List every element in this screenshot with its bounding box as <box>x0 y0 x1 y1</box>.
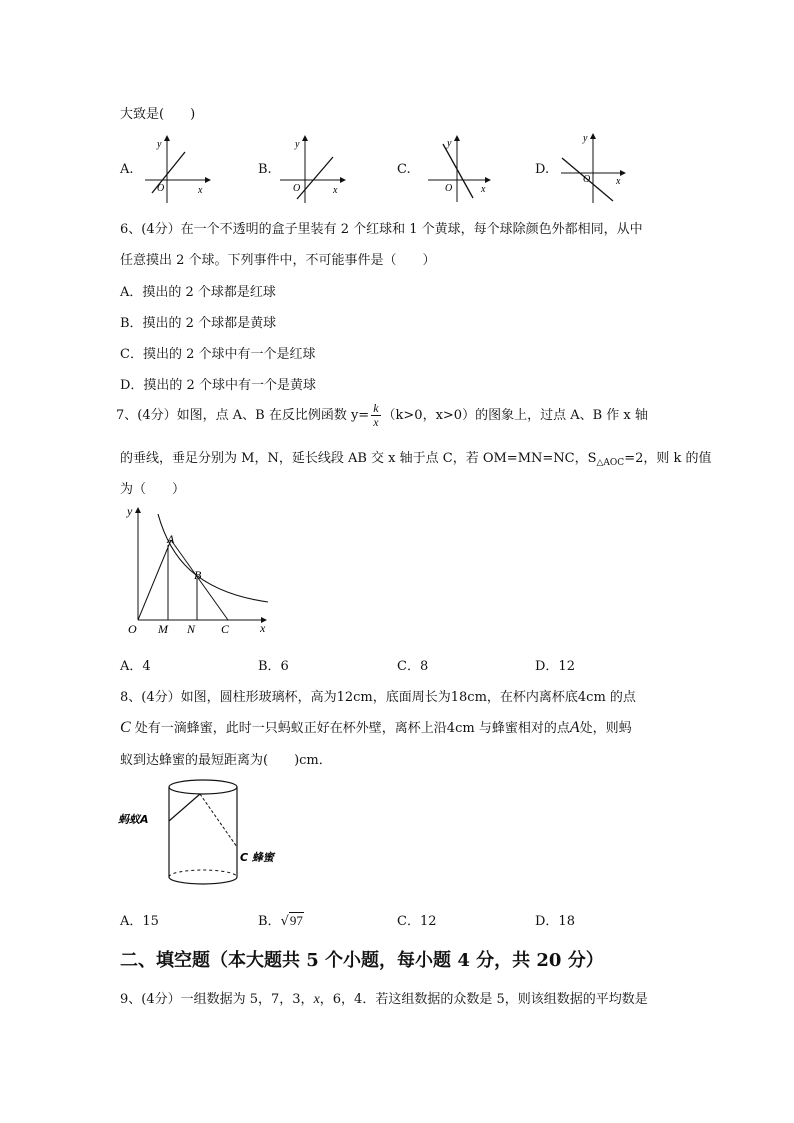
q7-line-2-pre: 的垂线，垂足分别为 M，N，延长线段 AB 交 x 轴于点 C，若 OM=MN=NC，S <box>120 451 597 466</box>
q6-option-c: C．摸出的 2 个球中有一个是红球 <box>120 347 316 362</box>
q6-option-d: D．摸出的 2 个球中有一个是黄球 <box>120 378 316 393</box>
section-2-heading: 二、填空题（本大题共 5 个小题，每小题 4 分，共 20 分） <box>120 950 604 971</box>
q5-graph-a <box>140 135 215 205</box>
q5-option-b-label: B. <box>258 162 272 177</box>
q5-graph-d <box>558 130 633 205</box>
q7-option-a: A．4 <box>120 659 151 674</box>
q8-line-2 <box>120 717 632 737</box>
q7-frac-denominator: x <box>373 415 379 429</box>
q7-area-subscript: △AOC <box>596 458 625 468</box>
q7-line-2-post: =2，则 k 的值 <box>624 451 712 466</box>
q8-fig-honey-label: C 蜂蜜 <box>240 851 274 864</box>
q7-option-d: D．12 <box>535 659 575 674</box>
q8-fig-ant-label: 蚂蚁A <box>118 813 149 826</box>
q5-b-origin-label: O <box>293 183 301 194</box>
q5-c-y-label: y <box>447 138 452 149</box>
q8-option-c: C．12 <box>397 914 437 929</box>
q7-fig-x-label: x <box>260 621 266 635</box>
q5-d-x-label: x <box>616 176 621 187</box>
q7-fig-origin: O <box>128 622 137 636</box>
q9-pre: 9、(4分）一组数据为 5，7，3， <box>120 992 314 1007</box>
q8-cylinder-figure <box>118 775 298 890</box>
q9-post: ，6，4．若这组数据的众数是 5，则该组数据的平均数是 <box>319 992 648 1007</box>
q9-x: x <box>313 992 320 1007</box>
q7-fig-point-c: C <box>221 622 230 636</box>
q6-option-a: A．摸出的 2 个球都是红球 <box>120 285 276 300</box>
q5-graph-c <box>425 132 500 204</box>
q7-figure <box>118 500 278 640</box>
q8-option-b <box>258 910 304 929</box>
q5-a-x-label: x <box>198 185 203 196</box>
q7-line-1 <box>116 402 648 429</box>
q8-line-1: 8、(4分）如图，圆柱形玻璃杯，高为12cm，底面周长为18cm，在杯内离杯底4cm 的点 <box>120 690 636 705</box>
q7-fig-point-a: A <box>167 532 175 546</box>
q5-a-y-label: y <box>157 139 162 150</box>
q8-line-2-mid: 处有一滴蜂蜜，此时一只蚂蚁正好在杯外壁，离杯上沿4cm 与蜂蜜相对的点 <box>130 721 570 736</box>
q6-option-b: B．摸出的 2 个球都是黄球 <box>120 316 277 331</box>
q7-line-2 <box>120 447 712 468</box>
q5-b-x-label: x <box>333 185 338 196</box>
q5-option-c-label: C. <box>397 162 411 177</box>
q8-line-3: 蚁到达蜂蜜的最短距离为( )cm． <box>120 753 332 768</box>
q7-option-b: B．6 <box>258 659 289 674</box>
q8-option-b-label: B． <box>258 914 281 929</box>
q5-tail-text: 大致是( ) <box>120 107 196 122</box>
q7-option-c: C．8 <box>397 659 429 674</box>
q7-line-1-post: （k>0，x>0）的图象上，过点 A、B 作 x 轴 <box>382 408 648 423</box>
q7-fig-point-n: N <box>187 622 196 636</box>
q5-b-y-label: y <box>295 139 300 150</box>
q7-fraction <box>371 402 380 429</box>
q6-line-1: 6、(4分）在一个不透明的盒子里装有 2 个红球和 1 个黄球，每个球除颜色外都相同，从中 <box>120 222 643 237</box>
q7-fig-point-m: M <box>158 622 168 636</box>
q7-fig-point-b: B <box>194 568 202 582</box>
q5-graph-b <box>275 135 350 205</box>
q8-point-c: C <box>120 719 131 736</box>
sqrt-icon: √ <box>280 914 289 929</box>
q7-frac-numerator: k <box>373 401 379 415</box>
q6-line-2: 任意摸出 2 个球。下列事件中，不可能事件是（ ） <box>120 253 436 268</box>
q5-a-origin-label: O <box>157 183 165 194</box>
q7-line-3: 为（ ） <box>120 482 186 497</box>
q5-option-d-label: D. <box>535 162 550 177</box>
q7-line-1-pre: 7、(4分）如图，点 A、B 在反比例函数 y= <box>116 408 370 423</box>
q8-sqrt-value: 97 <box>289 913 303 928</box>
q5-c-x-label: x <box>481 184 486 195</box>
q8-option-a: A．15 <box>120 914 159 929</box>
q5-d-origin-label: O <box>583 174 591 185</box>
q8-option-d: D．18 <box>535 914 575 929</box>
q8-point-a: A <box>569 719 580 736</box>
q5-option-a-label: A. <box>120 162 134 177</box>
q8-line-2-post: 处，则蚂 <box>579 721 632 736</box>
q5-d-y-label: y <box>583 133 588 144</box>
q9-line-1 <box>120 988 648 1008</box>
q7-fig-y-label: y <box>127 504 133 518</box>
q5-c-origin-label: O <box>445 183 453 194</box>
